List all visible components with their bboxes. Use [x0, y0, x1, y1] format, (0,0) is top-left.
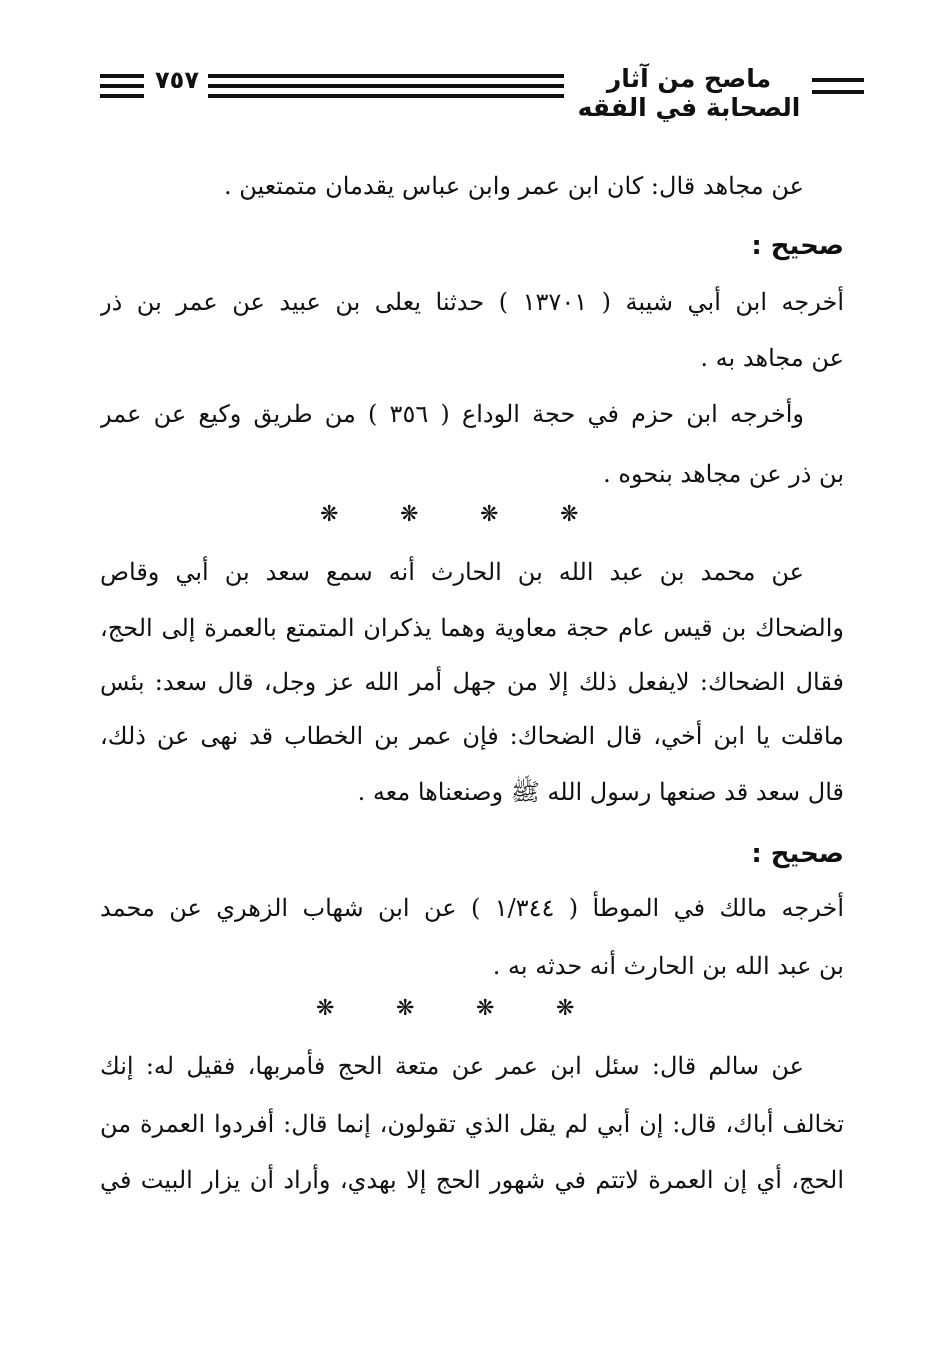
takhrij-line: أخرجه ابن أبي شيبة ( ١٣٧٠١ ) حدثنا يعلى بن عبيد عن عمر بن ذر [100, 288, 844, 316]
hadith-text-line: عن سالم قال: سئل ابن عمر عن متعة الحج فأمربها، فقيل له: إنك [100, 1052, 804, 1080]
ornament-icon: ❋ [560, 502, 579, 527]
ornament-icon: ❋ [476, 996, 495, 1021]
ornament-icon: ❋ [400, 502, 419, 527]
hadith-text-line: ماقلت يا ابن أخي، قال الضحاك: فإن عمر بن الخطاب قد نهى عن ذلك، [100, 722, 844, 750]
takhrij-line: بن عبد الله بن الحارث أنه حدثه به . [492, 952, 844, 980]
section-separator [0, 500, 944, 530]
hadith-text-line: والضحاك بن قيس عام حجة معاوية وهما يذكران المتمتع بالعمرة إلى الحج، [100, 614, 844, 642]
header-rule [208, 74, 564, 78]
page-number: ٧٥٧ [155, 66, 199, 94]
grading-heading: صحيح : [751, 231, 844, 261]
takhrij-line: وأخرجه ابن حزم في حجة الوداع ( ٣٥٦ ) من طريق وكيع عن عمر [100, 400, 804, 428]
takhrij-line: أخرجه مالك في الموطأ ( ١/٣٤٤ ) عن ابن شهاب الزهري عن محمد [100, 894, 844, 922]
page-header [100, 62, 864, 122]
takhrij-line: بن ذر عن مجاهد بنحوه . [603, 460, 844, 488]
grading-heading: صحيح : [751, 839, 844, 869]
hadith-text-line: فقال الضحاك: لايفعل ذلك إلا من جهل أمر الله عز وجل، قال سعد: بئس [100, 668, 844, 696]
takhrij-line: عن مجاهد به . [700, 344, 844, 372]
hadith-text-line: عن مجاهد قال: كان ابن عمر وابن عباس يقدمان متمتعين . [223, 172, 804, 200]
header-rule [100, 84, 144, 88]
ornament-icon: ❋ [320, 502, 339, 527]
ornament-icon: ❋ [396, 996, 415, 1021]
ornament-icon: ❋ [556, 996, 575, 1021]
header-rule [208, 94, 564, 98]
hadith-text-line: قال سعد قد صنعها رسول الله ﷺ وصنعناها معه . [357, 778, 844, 806]
header-rule [100, 94, 144, 98]
header-rule [812, 90, 864, 94]
ornament-icon: ❋ [480, 502, 499, 527]
header-rule [208, 84, 564, 88]
ornament-icon: ❋ [316, 996, 335, 1021]
section-separator [0, 994, 944, 1024]
header-rule [100, 74, 144, 78]
hadith-text-line: تخالف أباك، قال: إن أبي لم يقل الذي تقولون، إنما قال: أفردوا العمرة من [100, 1110, 844, 1138]
hadith-text-line: الحج، أي إن العمرة لاتتم في شهور الحج إلا بهدي، وأراد أن يزار البيت في [100, 1166, 844, 1194]
header-rule [812, 78, 864, 82]
running-title: ماصح من آثار الصحابة في الفقه [577, 64, 801, 122]
hadith-text-line: عن محمد بن عبد الله بن الحارث أنه سمع سعد بن أبي وقاص [100, 558, 804, 586]
